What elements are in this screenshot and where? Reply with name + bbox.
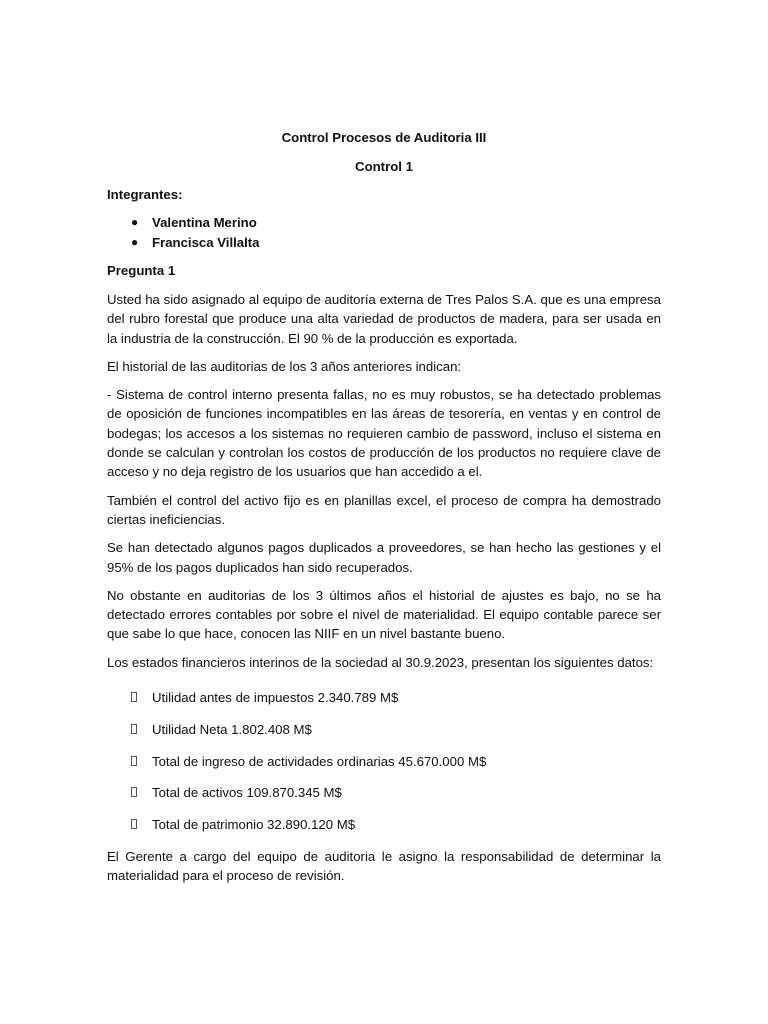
paragraph: No obstante en auditorias de los 3 últimos años el historial de ajustes es bajo, no se ha detectado errores contables por sobre el nivel de materialidad. El equipo contable parece ser que sabe lo que hace, conocen las NIIF en un nivel bastante bueno. xyxy=(107,587,661,642)
financial-data-text: Total de ingreso de actividades ordinarias 45.670.000 M$ xyxy=(152,753,487,769)
paragraph: Se han detectado algunos pagos duplicados a proveedores, se han hecho las gestiones y el 95% de los pagos duplicados han sido recuperados. xyxy=(107,540,661,575)
financial-data-text: Utilidad Neta 1.802.408 M$ xyxy=(152,721,312,737)
paragraph: - Sistema de control interno presenta fallas, no es muy robustos, se ha detectado problemas de oposición de funciones incompatibles en las áreas de tesorería, en ventas y en control de bodegas; los accesos a los sistemas no requieren cambio de password, incluso el sistema en donde se calculan y controlan los costos de producción de los productos no requiere clave de acceso y no deja registro de los usuarios que han accedido a el. xyxy=(107,387,661,480)
paragraph: Usted ha sido asignado al equipo de auditoría externa de Tres Palos S.A. que es una empresa del rubro forestal que produce una alta variedad de productos de madera, para ser usada en la industria de la construcción. El 90 % de la producción es exportada. xyxy=(107,292,661,346)
paragraph: También el control del activo fijo es en planillas excel, el proceso de compra ha demostrado ciertas ineficiencias. xyxy=(107,492,661,527)
financial-data-item xyxy=(107,815,661,834)
paragraph: Los estados financieros interinos de la sociedad al 30.9.2023, presentan los siguientes datos: xyxy=(107,654,654,670)
member-item xyxy=(107,233,661,253)
financial-data-item xyxy=(107,688,661,707)
bullet-icon: ● xyxy=(131,215,139,229)
financial-data-text: Total de activos 109.870.345 M$ xyxy=(152,785,342,801)
missing-glyph-icon xyxy=(131,787,137,797)
financial-data-list xyxy=(107,688,661,834)
members-list xyxy=(107,213,661,252)
financial-data-item xyxy=(107,783,661,802)
closing-paragraph: El Gerente a cargo del equipo de auditoria le asigno la responsabilidad de determinar la materialidad para el proceso de revisión. xyxy=(107,849,661,884)
member-name: Francisca Villalta xyxy=(152,234,260,250)
bullet-icon: ● xyxy=(131,234,139,249)
paragraph: El historial de las auditorias de los 3 años anteriores indican: xyxy=(107,358,462,374)
missing-glyph-icon xyxy=(131,692,137,702)
member-name: Valentina Merino xyxy=(152,215,257,230)
financial-data-item xyxy=(107,752,661,771)
missing-glyph-icon xyxy=(131,819,137,829)
financial-data-text: Total de patrimonio 32.890.120 M$ xyxy=(152,817,356,833)
financial-data-text: Utilidad antes de impuestos 2.340.789 M$ xyxy=(152,690,399,706)
document-subtitle: Control 1 xyxy=(355,159,413,174)
financial-data-item xyxy=(107,720,661,739)
question-heading: Pregunta 1 xyxy=(107,263,176,278)
missing-glyph-icon xyxy=(131,724,137,734)
member-item xyxy=(107,213,661,233)
document-title: Control Procesos de Auditoria III xyxy=(281,130,487,145)
members-heading: Integrantes: xyxy=(107,187,183,202)
missing-glyph-icon xyxy=(131,756,137,766)
